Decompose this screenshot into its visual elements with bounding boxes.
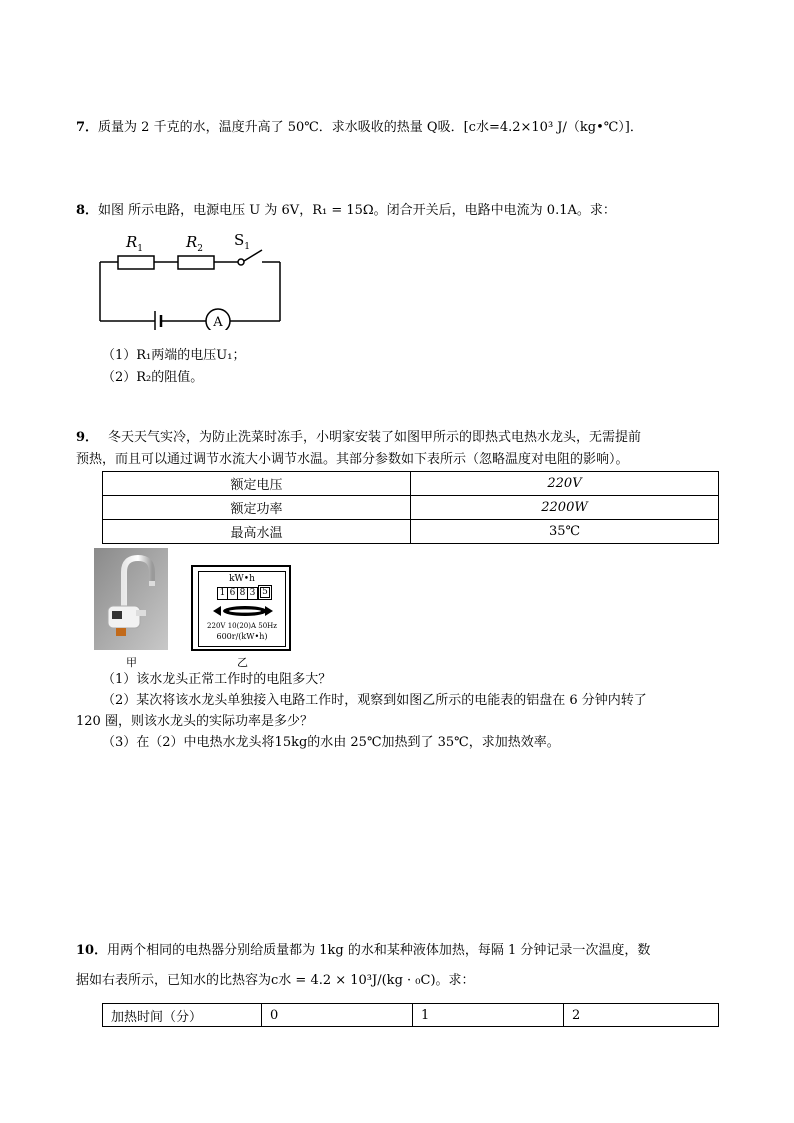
q9-sub2b: 120 圈，则该水龙头的实际功率是多少？	[76, 714, 313, 729]
resistor-r2	[178, 256, 214, 269]
table-cell: 0	[262, 1004, 413, 1027]
parameter-table	[102, 471, 719, 544]
q8-sub1: （1）R₁两端的电压U₁；	[102, 348, 246, 363]
question-text: 质量为 2 千克的水，温度升高了 50℃．求水吸收的热量 Q吸．[c水=4.2×10³ J/（kg•℃）]．	[98, 120, 643, 135]
switch-contact	[238, 259, 244, 265]
caption-b: 乙	[237, 656, 248, 669]
circuit-diagram	[92, 228, 292, 330]
s1-label: $S_1$	[234, 231, 251, 252]
faucet-photo	[94, 548, 168, 650]
question-10	[76, 941, 650, 961]
question-9-line2: 预热，而且可以通过调节水流大小调节水温。其部分参数如下表所示（忽略温度对电阻的影响）。	[76, 452, 629, 467]
question-number: 10．	[76, 943, 108, 958]
question-text: 用两个相同的电热器分别给质量都为 1kg 的水和某种液体加热，每隔 1 分钟记录一次温度，数	[107, 943, 651, 958]
question-number: 8．	[76, 203, 99, 218]
meter-spec-1: 220V 10(20)A 50Hz	[207, 622, 277, 630]
param-label: 最高水温	[103, 520, 411, 544]
param-value: 2200W	[411, 496, 719, 520]
question-text: 冬天天气实冷，为防止洗菜时冻手，小明家安装了如图甲所示的即热式电热水龙头，无需提前	[108, 430, 642, 445]
caption-a: 甲	[126, 656, 137, 669]
q9-sub2a: （2）某次将该水龙头单独接入电路工作时，观察到如图乙所示的电能表的铝盘在 6 分钟内转了	[102, 693, 647, 708]
meter-unit: kW•h	[229, 574, 255, 584]
param-value: 35℃	[411, 520, 719, 544]
meter-spec-2: 600r/(kW•h)	[216, 632, 268, 641]
meter-digit: 6	[228, 587, 238, 600]
question-number: 9．	[76, 430, 99, 445]
meter-digit: 3	[248, 587, 258, 600]
question-7	[76, 118, 643, 138]
r1-label: $R_1$	[126, 233, 144, 254]
question-9	[76, 428, 641, 448]
meter-digit: 5	[260, 587, 270, 598]
param-label: 额定功率	[103, 496, 411, 520]
table-header-cell: 加热时间（分）	[103, 1004, 262, 1027]
q8-sub2: （2）R₂的阻值。	[102, 370, 204, 385]
q9-sub3: （3）在（2）中电热水龙头将15kg的水由 25℃加热到了 35℃，求加热效率。	[102, 735, 560, 750]
meter-disc-icon	[213, 604, 273, 618]
q9-sub1: （1）该水龙头正常工作时的电阻多大？	[102, 672, 332, 687]
table-row	[103, 472, 719, 496]
meter-digits	[217, 587, 270, 600]
meter-inner	[198, 571, 286, 647]
question-text: 如图 所示电路，电源电压 U 为 6V，R₁ = 15Ω。闭合开关后，电路中电流为 0.1A。求：	[98, 203, 616, 218]
table-row	[103, 496, 719, 520]
question-10-line2: 据如右表所示，已知水的比热容为c水 = 4.2 × 10³J/(kg · ₀C)。求：	[76, 973, 475, 988]
question-number: 7．	[76, 120, 99, 135]
question-8	[76, 201, 616, 221]
table-row	[103, 1004, 719, 1027]
table-row	[103, 520, 719, 544]
param-label: 额定电压	[103, 472, 411, 496]
meter-digit: 1	[217, 587, 228, 600]
ammeter-label: A	[213, 315, 223, 330]
heating-table	[102, 1003, 719, 1027]
r2-label: $R_2$	[186, 233, 204, 254]
table-cell: 1	[413, 1004, 564, 1027]
param-value: 220V	[411, 472, 719, 496]
resistor-r1	[118, 256, 154, 269]
meter-digit: 8	[238, 587, 248, 600]
energy-meter	[191, 565, 291, 651]
table-cell: 2	[564, 1004, 719, 1027]
